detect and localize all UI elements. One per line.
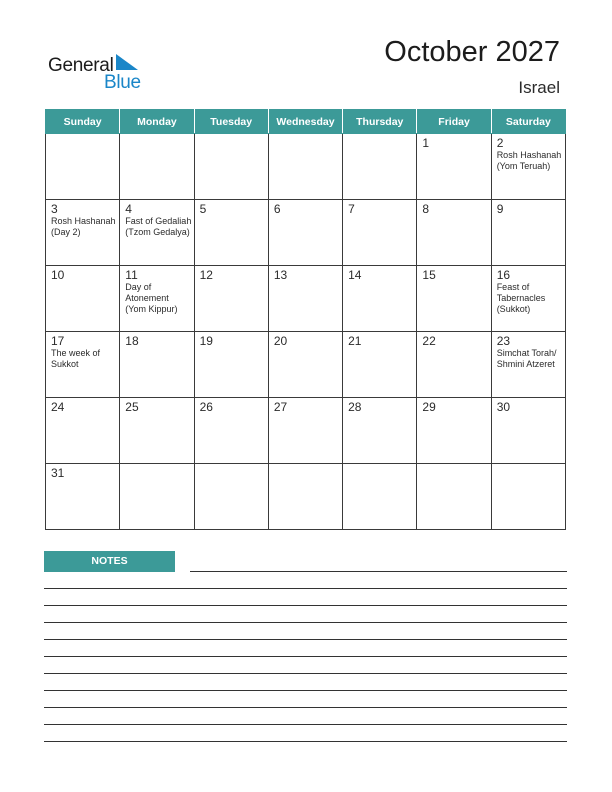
day-number: 2 <box>496 136 504 150</box>
notes-line <box>44 622 567 623</box>
day-number: 16 <box>496 268 511 282</box>
day-cell <box>417 332 491 398</box>
day-cell <box>46 332 120 398</box>
day-number: 29 <box>422 400 436 414</box>
day-cell <box>268 464 342 530</box>
day-cell <box>46 266 120 332</box>
day-event: Day of Atonement (Yom Kippur) <box>125 282 178 314</box>
day-cell <box>417 134 491 200</box>
day-cell <box>194 200 268 266</box>
week-row <box>46 398 566 464</box>
weekday-tuesday: Tuesday <box>194 110 268 134</box>
day-cell <box>120 398 194 464</box>
day-number: 18 <box>125 334 139 348</box>
day-cell <box>417 398 491 464</box>
day-number: 3 <box>51 202 58 216</box>
day-number: 23 <box>496 334 511 348</box>
day-cell <box>417 464 491 530</box>
day-number: 6 <box>273 202 281 216</box>
day-number: 14 <box>348 268 362 282</box>
weekday-saturday: Saturday <box>491 110 565 134</box>
brand-general: General <box>48 55 114 76</box>
weekday-wednesday: Wednesday <box>268 110 342 134</box>
day-cell <box>194 332 268 398</box>
day-cell <box>343 464 417 530</box>
day-number: 24 <box>51 400 65 414</box>
day-number: 11 <box>125 268 138 282</box>
day-number: 28 <box>348 400 362 414</box>
day-cell <box>343 134 417 200</box>
day-number: 30 <box>496 400 511 414</box>
week-row <box>46 464 566 530</box>
day-cell <box>268 332 342 398</box>
day-number: 17 <box>51 334 65 348</box>
day-cell <box>194 398 268 464</box>
day-number: 12 <box>199 268 213 282</box>
notes-line <box>190 571 567 572</box>
day-number: 15 <box>422 268 436 282</box>
week-row <box>46 266 566 332</box>
day-number: 5 <box>199 202 207 216</box>
day-cell <box>491 332 565 398</box>
day-cell <box>46 398 120 464</box>
country-label: Israel <box>518 78 560 97</box>
day-number: 1 <box>422 136 430 150</box>
day-event: Rosh Hashanah (Yom Teruah) <box>496 150 562 171</box>
day-cell <box>194 464 268 530</box>
week-row <box>46 332 566 398</box>
day-cell <box>268 398 342 464</box>
day-number: 9 <box>496 202 504 216</box>
day-number: 20 <box>273 334 288 348</box>
day-cell <box>194 266 268 332</box>
day-cell <box>343 332 417 398</box>
day-number: 10 <box>51 268 65 282</box>
day-cell <box>46 464 120 530</box>
calendar-grid <box>45 109 566 530</box>
brand-triangle-icon <box>116 54 138 70</box>
day-number: 19 <box>199 334 213 348</box>
day-number: 22 <box>422 334 436 348</box>
notes-line <box>44 588 567 589</box>
weekday-monday: Monday <box>120 110 194 134</box>
weekday-sunday: Sunday <box>46 110 120 134</box>
day-event: Feast of Tabernacles (Sukkot) <box>496 282 546 314</box>
notes-label: NOTES <box>44 551 175 572</box>
day-number: 21 <box>348 334 362 348</box>
day-cell <box>343 266 417 332</box>
day-event: Simchat Torah/ Shmini Atzeret <box>496 348 557 369</box>
day-number: 31 <box>51 466 65 480</box>
day-cell <box>120 332 194 398</box>
day-cell <box>120 464 194 530</box>
notes-line <box>44 605 567 606</box>
day-number: 4 <box>125 202 132 216</box>
day-cell <box>120 266 194 332</box>
day-event: Rosh Hashanah (Day 2) <box>51 216 116 237</box>
day-event: The week of Sukkot <box>51 348 101 369</box>
weekday-thursday: Thursday <box>343 110 417 134</box>
notes-line <box>44 639 567 640</box>
day-number: 26 <box>199 400 213 414</box>
notes-line <box>44 690 567 691</box>
day-cell <box>343 398 417 464</box>
day-cell <box>120 134 194 200</box>
notes-line <box>44 656 567 657</box>
notes-line <box>44 741 567 742</box>
week-row <box>46 134 566 200</box>
notes-line <box>44 707 567 708</box>
day-cell <box>194 134 268 200</box>
notes-line <box>44 673 567 674</box>
day-cell <box>491 200 565 266</box>
day-cell <box>268 266 342 332</box>
day-cell <box>417 266 491 332</box>
brand-blue: Blue <box>104 72 141 93</box>
day-number: 8 <box>422 202 430 216</box>
day-cell <box>268 134 342 200</box>
day-cell <box>491 464 565 530</box>
day-number: 13 <box>273 268 288 282</box>
weekday-friday: Friday <box>417 110 491 134</box>
notes-line <box>44 724 567 725</box>
day-cell <box>46 200 120 266</box>
day-number: 25 <box>125 400 139 414</box>
day-cell <box>491 398 565 464</box>
day-cell <box>268 200 342 266</box>
day-number: 7 <box>348 202 355 216</box>
day-event: Fast of Gedaliah (Tzom Gedalya) <box>125 216 192 237</box>
day-cell <box>491 266 565 332</box>
day-cell <box>120 200 194 266</box>
brand-logo <box>48 52 148 92</box>
day-cell <box>343 200 417 266</box>
day-cell <box>46 134 120 200</box>
week-row <box>46 200 566 266</box>
weekday-header-row <box>46 110 566 134</box>
day-cell <box>417 200 491 266</box>
day-number: 27 <box>273 400 288 414</box>
day-cell <box>491 134 565 200</box>
page-title: October 2027 <box>384 36 560 68</box>
